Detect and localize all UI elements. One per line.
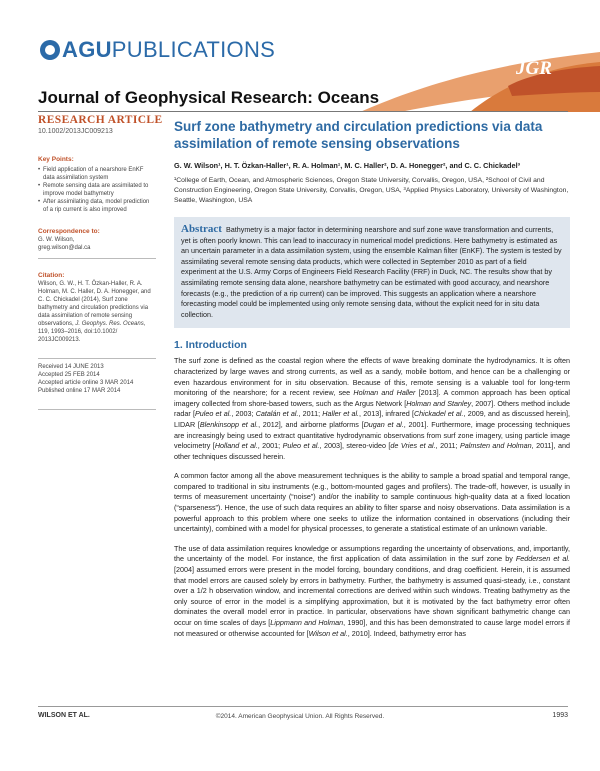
citation-journal: J. Geophys. Res. Oceans	[75, 321, 144, 327]
citation-ref[interactable]: Holland et al.	[214, 441, 258, 451]
text-run: , 2001;	[257, 441, 283, 451]
citation-ref[interactable]: Dugan et al.	[363, 419, 404, 429]
text-run: , 2011;	[298, 409, 323, 419]
journal-header	[0, 0, 600, 112]
body-paragraph	[174, 356, 570, 462]
text-run: , 2007]. Others method include radar [	[174, 398, 570, 419]
sidebar-divider	[38, 358, 156, 359]
text-run: , 1990], and this has been demonstrated to cause large model errors if not measured or otherwise accounted for [	[174, 618, 570, 638]
citation-text	[38, 280, 156, 344]
logo-agu-text: AGU	[62, 37, 112, 62]
doi-link[interactable]: 10.1002/2013JC009213	[38, 128, 113, 135]
published-online-date: Published online 17 MAR 2014	[38, 388, 121, 394]
citation-ref[interactable]: Puleo et al.	[194, 409, 232, 419]
author-list: G. W. Wilson¹, H. T. Özkan-Haller¹, R. A. Holman¹, M. C. Haller², D. A. Honegger², and C. C. Chickadel³	[174, 161, 521, 170]
key-point-item: • Field application of a nearshore EnKF data assimilation system	[38, 166, 156, 182]
journal-title: Journal of Geophysical Research: Oceans	[38, 88, 380, 107]
citation-ref[interactable]: Catalán et al.	[255, 409, 299, 419]
article-title: Surf zone bathymetry and circulation predictions via data assimilation of remote sensing observations	[174, 119, 543, 151]
citation-ref[interactable]: Blenkinsopp et al.	[199, 419, 259, 429]
text-run: , 2013], infrared [	[359, 409, 414, 419]
section-heading-introduction: 1. Introduction	[174, 339, 247, 352]
jgr-badge: JGR	[516, 58, 552, 79]
citation-ref[interactable]: Puleo et al.	[282, 441, 320, 451]
key-point-item: • After assimilating data, model prediction of a rip current is also improved	[38, 198, 156, 214]
citation-label: Citation:	[38, 272, 65, 279]
logo-publications-text: PUBLICATIONS	[111, 37, 276, 62]
abstract-text: Bathymetry is a major factor in determining nearshore and surf zone wave transformation and currents, yet is often poorly known. This can lead to inaccuracy in numerical model predictions. Here bathymetry is estimated as an uncertain parameter in a data assimilation system, using the ensemble Kalman filter (EnKF). The system is tested by assimilating several remote sensing data products, which were collected in September 2010 as part of a field experiment at the U.S. Army Corps of Engineers Field Research Facility (FRF) in Duck, NC. The results show that by assimilating remote sensing data alone, nearshore bathymetry can be estimated with good accuracy, and nearshore forecasts (e.g., the prediction of a rip current) can be improved. This suggests an application where a nearshore forecasting model could be implemented using only remote sensing data, without the explicit need for in situ data collection.	[181, 225, 562, 319]
history-dates	[38, 363, 156, 395]
text-run: , 2011], and other techniques discussed herein.	[174, 441, 570, 461]
accepted-date: Accepted 25 FEB 2014	[38, 372, 100, 378]
citation-ref[interactable]: Feddersen et al.	[515, 554, 570, 564]
article-main	[174, 118, 570, 639]
page-number: 1993	[552, 712, 568, 719]
agu-publications-logo[interactable]	[40, 38, 275, 62]
accepted-online-date: Accepted article online 3 MAR 2014	[38, 380, 134, 386]
agu-globe-icon	[40, 40, 60, 60]
sidebar-divider	[38, 258, 156, 259]
footer-divider	[38, 706, 568, 707]
key-points-list	[38, 166, 156, 214]
citation-ref[interactable]: Wilson et al.	[308, 628, 348, 638]
header-divider	[38, 111, 568, 112]
body-paragraph	[174, 471, 570, 535]
correspondence-email[interactable]: greg.wilson@dal.ca	[38, 245, 91, 251]
citation-ref[interactable]: Lippmann and Holman	[270, 618, 344, 627]
author-affiliations: ¹College of Earth, Ocean, and Atmospheric Sciences, Oregon State University, Corvallis, Oregon, USA, ²School of Civil and Construction Engineering, Oregon State University, Corvallis, Oregon, USA, ³Applied Physics Laboratory, University of Washington, Seattle, Washington, USA	[174, 177, 569, 204]
sidebar-divider	[38, 409, 156, 410]
article-type-label: RESEARCH ARTICLE	[38, 114, 163, 126]
key-points-label: Key Points:	[38, 156, 74, 163]
text-run: , 2012], and airborne platforms [	[258, 419, 364, 429]
correspondence-name: G. W. Wilson,	[38, 237, 75, 243]
text-run: , 2001]. Furthermore, image processing techniques are increasingly being used to extract quantitative hydrodynamic observations from surf zone imagery, using particle image velocimetry [	[174, 419, 570, 451]
text-run: The surf zone is defined as the coastal region where the effects of wave breaking dominate the hydrodynamics. It is often characterized by large waves and strong currents, as well as a sandy, mobile bottom, and hence can be a challenging or even hazardous environment for in situ observation. Because of this, remote sensing is a valuable tool for long-term monitoring of the nearshore; for a recent review, see	[174, 356, 570, 398]
text-run: , 2010]. Indeed, bathymetry error has	[347, 628, 466, 638]
abstract-box	[174, 217, 570, 328]
citation-ref[interactable]: de Vries et al.	[390, 441, 436, 451]
citation-volume-doi: , 119, 1993–2016, doi:10.1002/ 2013JC009213.	[38, 321, 146, 343]
footer-running-authors: WILSON ET AL.	[38, 712, 90, 719]
text-run: The use of data assimilation requires knowledge or assumptions regarding the uncertainty of observations, and, importantly, the uncertainty of the model. For instance, the first application of data assimilation in the surf zone by	[174, 543, 570, 564]
jgr-banner-swoosh	[360, 46, 600, 112]
key-point-item: • Remote sensing data are assimilated to improve model bathymetry	[38, 182, 156, 198]
text-run: , 2003], stereo-video [	[319, 441, 391, 451]
text-run: , 2011;	[435, 441, 460, 451]
citation-ref[interactable]: Haller et al.	[322, 409, 360, 419]
text-run: , 2009, and as discussed herein], LIDAR [	[174, 409, 570, 429]
text-run: , 2003;	[231, 409, 256, 419]
correspondence-label: Correspondence to:	[38, 228, 100, 235]
citation-ref[interactable]: Holman and Stanley	[406, 398, 472, 408]
citation-ref[interactable]: Palmsten and Holman	[460, 441, 532, 451]
text-run: [2013]. A common approach has been optical imagery collected from shore-based towers, such as the Argus Network [	[174, 388, 570, 408]
text-run: A common factor among all the above measurement techniques is the ability to sample a broad spatial and temporal range, compared to traditional in situ instruments (e.g., bottom-mounted gages and profilers). The trade-off, however, is usually in terms of measurement uncertainty (“noise”) and/or the inability to sample continuous high-quality data at a fixed location (“sparseness”). Hence, the use of such data requires an ability to filter sparse and noisy observations. Data assimilation is a powerful approach to this problem where one seeks to utilize the information contained in observations (including their uncertainty), combined with a model for physical processes, to generate a statistical estimate of an unknown variable.	[174, 471, 570, 534]
footer-copyright: ©2014. American Geophysical Union. All Rights Reserved.	[215, 713, 385, 720]
citation-ref[interactable]: Chickadel et al.	[413, 409, 464, 419]
body-paragraph	[174, 544, 570, 639]
citation-ref[interactable]: Holman and Haller	[353, 388, 416, 398]
abstract-heading: Abstract	[181, 223, 222, 235]
citation-authors-title: Wilson, G. W., H. T. Özkan-Haller, R. A. Holman, M. C. Haller, D. A. Honegger, and C. C. Chickadel (2014), Surf zone bathymetry and circulation predictions via data assimilation of remote sensing observations,	[38, 281, 151, 327]
text-run: [2004] assumed errors were present in the model forcing, boundary conditions, and drag coefficient. Herein, it is assumed that model errors are caused solely by errors in bathymetry. Further, the bathymetry is assumed quasi-steady, i.e., constant over a 1/2 h observation window, and incremental corrections are derived within such windows. Treating bathymetry as the only source of error in the model is a simplifying approximation, but it is motivated by the fact bathymetry error often dominates the overall model error in practice. In particular, observations have shown significant bathymetric change can occur on time scales of days [	[174, 565, 570, 627]
received-date: Received 14 JUNE 2013	[38, 364, 104, 370]
article-sidebar	[38, 114, 163, 410]
